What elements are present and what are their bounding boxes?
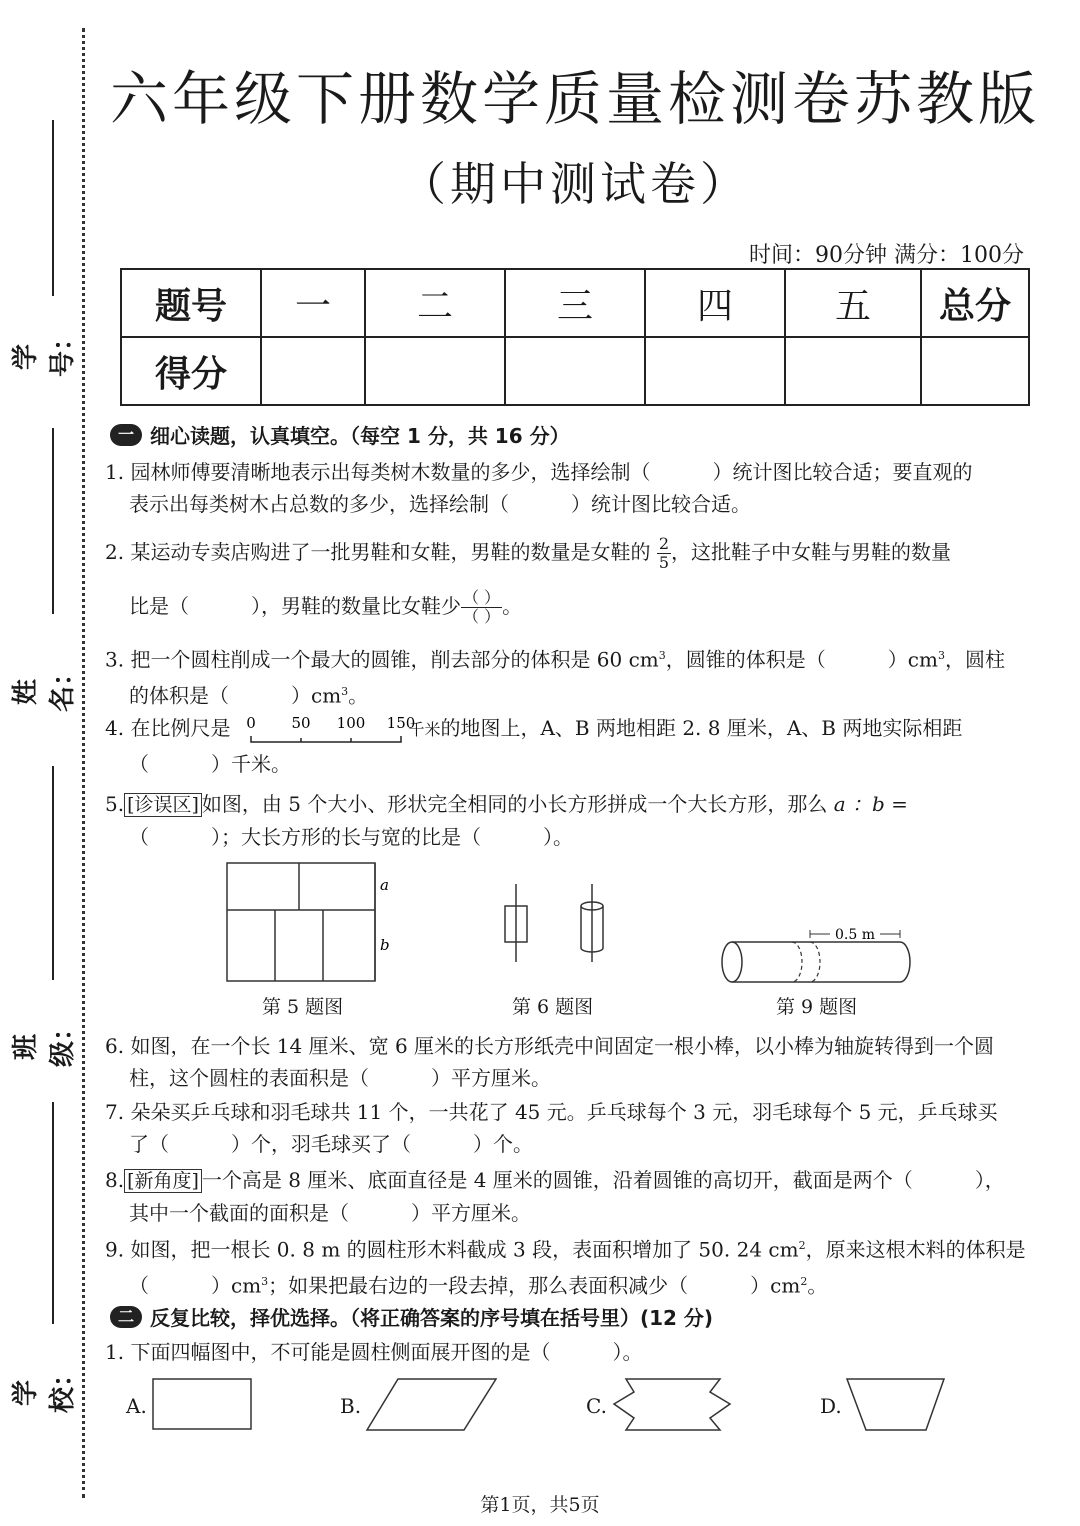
figure-9-caption: 第 9 题图: [776, 996, 858, 1018]
fig5-label-a: a: [380, 876, 389, 894]
score-cell[interactable]: [921, 337, 1029, 405]
section1-badge: 一: [110, 424, 142, 446]
s2q1-text: 1. 下面四幅图中，不可能是圆柱侧面展开图的是（: [105, 1340, 551, 1364]
score-header-cell: 总分: [921, 269, 1029, 337]
q8-text: ）平方厘米。: [411, 1201, 531, 1225]
q3-text: 的体积是（: [129, 683, 229, 708]
q2-text: ），男鞋的数量比女鞋少: [251, 594, 461, 618]
option-d-trapezoid[interactable]: [846, 1378, 946, 1432]
q5-text: ）。: [543, 825, 573, 849]
scale-tick-label: 150: [386, 714, 416, 732]
q8-text: ），: [974, 1168, 1005, 1192]
question-5: [105, 788, 1015, 853]
student-number-label: 学号：: [11, 324, 78, 377]
scale-tick-label: 0: [246, 714, 256, 732]
section1-title: 细心读题，认真填空。（每空 1 分，共 16 分）: [150, 424, 570, 448]
option-c-zigzag-shape[interactable]: [612, 1378, 734, 1432]
score-row-label: 得分: [121, 337, 261, 405]
section2-title: 反复比较，择优选择。（将正确答案的序号填在括号里）(12 分): [150, 1306, 714, 1330]
score-header-cell: 四: [645, 269, 785, 337]
q5-text: 5.: [105, 792, 125, 816]
score-table-score-row: [121, 337, 1029, 405]
q5-text: （: [129, 825, 149, 849]
q3-text: ）cm: [887, 647, 938, 672]
q7-text: 7. 朵朵买乒乓球和羽毛球共 11 个，一共花了 45 元。乒乓球每个 3 元，羽毛球每个 5 元，乒乓球买: [105, 1100, 998, 1124]
score-header-cell: 一: [261, 269, 365, 337]
q8-text: 其中一个截面的面积是（: [129, 1201, 349, 1225]
score-header-cell: 题号: [121, 269, 261, 337]
question-8: [105, 1164, 1015, 1229]
q7-text: 了（: [129, 1132, 169, 1156]
q9-superscript: 2: [800, 1274, 808, 1288]
section1-heading: [110, 420, 570, 449]
score-cell[interactable]: [261, 337, 365, 405]
score-cell[interactable]: [785, 337, 921, 405]
section2-badge: 二: [110, 1306, 142, 1328]
q3-text: ）cm: [291, 683, 342, 708]
q2-text: ，这批鞋子中女鞋与男鞋的数量: [671, 540, 951, 564]
q9-text: 。: [807, 1273, 828, 1298]
name-label: 姓名：: [11, 659, 78, 712]
q4-text: ）千米。: [211, 752, 291, 776]
option-c-label[interactable]: C.: [586, 1394, 607, 1418]
q9-superscript: 2: [798, 1239, 806, 1252]
option-b-parallelogram[interactable]: [366, 1378, 498, 1432]
q3-superscript: 3: [658, 649, 666, 662]
q1-text: ）统计图比较合适；要直观的: [712, 460, 973, 484]
q6-text: ）平方厘米。: [431, 1066, 551, 1090]
q9-text: ）cm: [750, 1273, 801, 1298]
score-cell[interactable]: [505, 337, 645, 405]
q1-text: ）统计图比较合适。: [571, 492, 751, 516]
scale-unit: 千米: [408, 720, 441, 739]
score-header-cell: 三: [505, 269, 645, 337]
q9-text: ；如果把最右边的一段去掉，那么表面积减少（: [268, 1273, 689, 1298]
q3-superscript: 3: [937, 649, 945, 662]
q7-text: ）个。: [473, 1132, 533, 1156]
q5-tag: [诊误区]: [124, 793, 202, 817]
q5-text: 如图，由 5 个大小、形状完全相同的小长方形拼成一个大长方形，那么: [201, 792, 828, 816]
time-info: 时间：90分钟 满分：100分: [749, 243, 1024, 268]
q9-text: ，原来这根木料的体积是: [805, 1237, 1026, 1262]
q4-text: （: [129, 752, 149, 776]
fig5-label-b: b: [380, 936, 390, 954]
q3-text: 。: [348, 683, 369, 708]
scale-tick-label: 50: [291, 714, 311, 732]
page-title: 六年级下册数学质量检测卷苏教版: [110, 65, 1041, 133]
question-9: [105, 1230, 1026, 1301]
school-line: [52, 1102, 54, 1324]
score-header-cell: 五: [785, 269, 921, 337]
q2-fraction-blank[interactable]: $\frac{( )}{( )}$: [463, 588, 501, 626]
question-3: [105, 640, 1015, 711]
scale-bar: [246, 712, 416, 748]
q3-text: 3. 把一个圆柱削成一个最大的圆锥，削去部分的体积是 60 cm: [105, 647, 659, 672]
q1-text: 表示出每类树木占总数的多少，选择绘制（: [129, 492, 509, 516]
figure-6-caption: 第 6 题图: [512, 996, 594, 1018]
q3-superscript: 3: [341, 684, 349, 698]
question-1: [105, 456, 1015, 520]
page-subtitle: （期中测试卷）: [400, 157, 750, 211]
school-label: 学校：: [11, 1360, 78, 1413]
option-a-label[interactable]: A.: [126, 1394, 147, 1418]
q9-text: （: [129, 1273, 149, 1298]
figure-6: [500, 884, 610, 964]
q2-text: 。: [502, 594, 523, 618]
q7-text: ）个，羽毛球买了（: [231, 1132, 411, 1156]
scale-bar-line: [251, 736, 401, 742]
figure-5-caption: 第 5 题图: [262, 996, 344, 1018]
score-header-cell: 二: [365, 269, 505, 337]
option-d-label[interactable]: D.: [820, 1394, 842, 1418]
q9-text: ）cm: [211, 1273, 262, 1298]
score-table-header-row: [121, 269, 1029, 337]
question-6: [105, 1030, 1015, 1094]
student-number-line: [52, 120, 54, 296]
q3-text: ，圆锥的体积是（: [665, 647, 826, 672]
q8-text: 一个高是 8 厘米、底面直径是 4 厘米的圆锥，沿着圆锥的高切开，截面是两个（: [201, 1168, 913, 1192]
score-table: [120, 268, 1030, 406]
section2-heading: [110, 1302, 713, 1331]
question-4: [105, 712, 1015, 780]
binding-dashed-line: [82, 28, 85, 1498]
q2-text: 2. 某运动专卖店购进了一批男鞋和女鞋，男鞋的数量是女鞋的: [105, 540, 651, 564]
q1-text: 1. 园林师傅要清晰地表示出每类树木数量的多少，选择绘制（: [105, 460, 651, 484]
class-line: [52, 766, 54, 980]
q6-text: 6. 如图，在一个长 14 厘米、宽 6 厘米的长方形纸壳中间固定一根小棒，以小棒为轴旋转得到一个圆: [105, 1034, 995, 1058]
name-line: [52, 428, 54, 614]
q3-text: ，圆柱: [944, 647, 1005, 672]
class-label: 班级：: [11, 1014, 78, 1067]
option-b-label[interactable]: B.: [340, 1394, 362, 1418]
figure-5: [226, 862, 401, 984]
q9-superscript: 3: [261, 1274, 269, 1288]
q4-text: 4. 在比例尺是: [105, 716, 231, 740]
q4-text: 的地图上，A、B 两地相距 2. 8 厘米，A、B 两地实际相距: [440, 716, 963, 740]
question-2: [105, 530, 1015, 628]
q2-fraction: $\frac{2}{5}$: [658, 534, 669, 572]
score-cell[interactable]: [645, 337, 785, 405]
question-7: [105, 1096, 1015, 1160]
s2q1-text: ）。: [612, 1340, 643, 1364]
figure-9: [720, 920, 912, 986]
q5-text: ）；大长方形的长与宽的比是（: [211, 825, 481, 849]
q8-text: 8.: [105, 1168, 125, 1192]
q9-text: 9. 如图，把一根长 0. 8 m 的圆柱形木料截成 3 段，表面积增加了 50. 24 cm: [105, 1237, 799, 1262]
q6-text: 柱，这个圆柱的表面积是（: [129, 1066, 369, 1090]
q8-tag: [新角度]: [124, 1169, 202, 1193]
scale-tick-label: 100: [336, 714, 366, 732]
fig9-length-label: 0.5 m: [835, 927, 875, 943]
section2-question-1: [105, 1336, 1015, 1368]
page-footer: 第1页，共5页: [480, 1494, 600, 1516]
q5-ratio: a ：b =: [833, 792, 908, 816]
score-cell[interactable]: [365, 337, 505, 405]
option-a-rectangle[interactable]: [152, 1378, 254, 1432]
q2-text: 比是（: [129, 594, 189, 618]
